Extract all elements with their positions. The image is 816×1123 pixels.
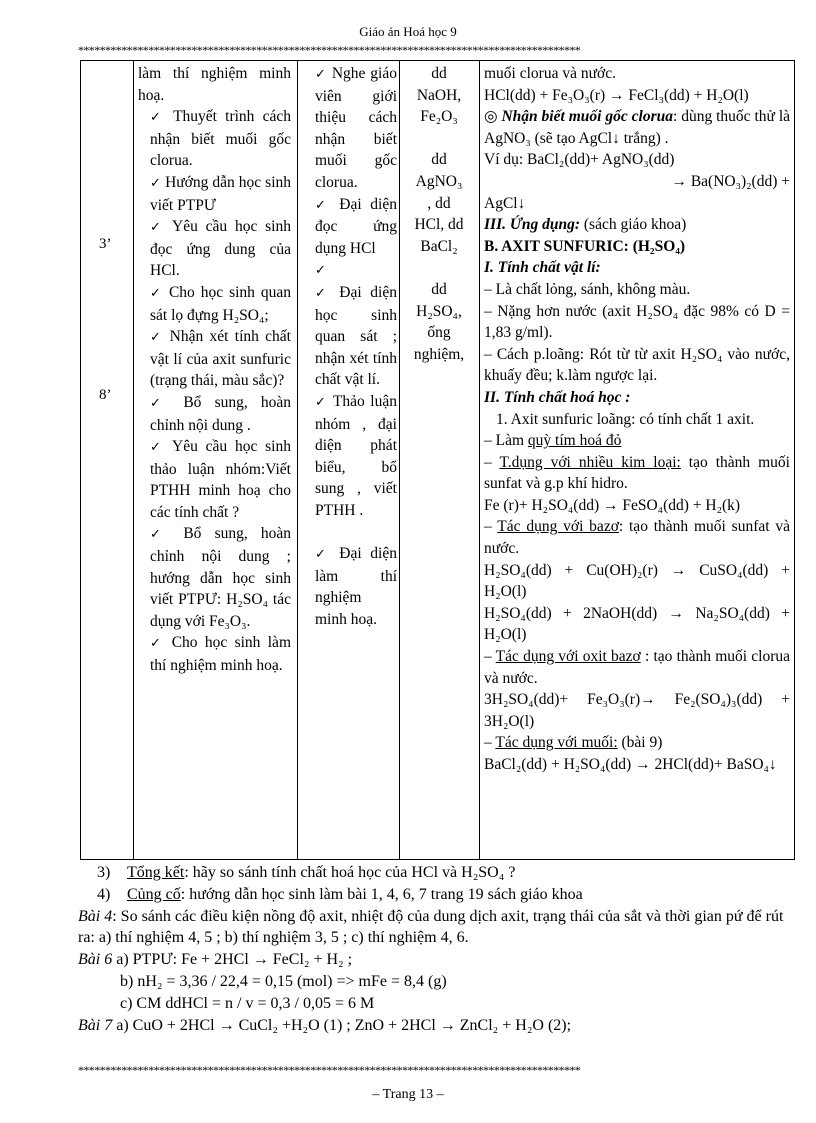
exercise-7: Bài 7 a) CuO + 2HCl → CuCl₂ +H₂O (1) ; ZnO + 2HCl → ZnCl₂ + H₂O (2); (78, 1016, 572, 1034)
equipment-item: NaOH, (416, 86, 462, 104)
checkmark-icon: ✓ (315, 263, 326, 279)
equipment-item: Fe₂O₃ (420, 108, 458, 126)
checkmark-icon: ✓ (150, 636, 165, 652)
equation: Ví dụ: BaCl₂(dd)+ AgNO₃(dd) (484, 151, 675, 169)
equation: BaCl₂(dd) + H₂SO₄(dd) → 2HCl(dd)+ BaSO₄↓ (484, 756, 777, 773)
teacher-activity: ✓ Cho học sinh quan sát lọ đựng H₂SO₄; (150, 283, 292, 324)
checkmark-icon: ✓ (315, 197, 331, 213)
section-heading: III. Ứng dụng: (sách giáo khoa) (484, 216, 687, 234)
lesson-summary (78, 862, 790, 1036)
top-separator: ********************************************************************************************* (78, 44, 581, 56)
column-divider (297, 61, 298, 859)
content-line: – Tác dụng với bazơ: tạo thành muối sunfat và nước. (484, 518, 790, 558)
exercise-4: Bài 4: So sánh các điều kiện nồng độ axit, nhiệt độ của dung dịch axit, trạng thái của sắt và thời gian pứ để rút ra: a) thí nghiệm 4, 5 ; b) thí nghiệm 3, 5 ; c) thí nghiệm 4, 6. (78, 907, 784, 947)
exercise-6: Bài 6 a) PTPƯ: Fe + 2HCl → FeCl₂ + H₂ ; (78, 951, 353, 969)
equipment-list (402, 63, 476, 365)
column-divider (399, 61, 400, 859)
teacher-activity: làm thí nghiệm minh hoạ. (138, 65, 291, 104)
content-line: 1. Axit sunfuric loãng: có tính chất 1 axit. (496, 410, 755, 428)
checkmark-icon: ✓ (315, 547, 331, 563)
equation: → Ba(NO₃)₂(dd) + (671, 172, 790, 190)
checkmark-icon: ✓ (150, 440, 165, 456)
equipment-item: HCl, dd (414, 216, 464, 234)
checkmark-icon: ✓ (150, 527, 171, 543)
equation: AgCl↓ (484, 194, 526, 212)
student-activity: ✓ Đại diện học sinh quan sát ; nhận xét tính chất vật lí. (315, 283, 397, 389)
lesson-content (484, 63, 790, 776)
checkmark-icon: ✓ (150, 330, 164, 346)
equipment-item: dd (431, 65, 447, 82)
page-number: – Trang 13 – (372, 1087, 444, 1102)
column-divider (133, 61, 134, 859)
exercise-6-part-c: c) CM ddHCl = n / v = 0,3 / 0,05 = 6 M (120, 994, 375, 1012)
consolidation-item: 4) Củng cố: hướng dẫn học sinh làm bài 1, 4, 6, 7 trang 19 sách giáo khoa (97, 885, 583, 903)
checkmark-icon: ✓ (315, 285, 331, 301)
checkmark-icon: ✓ (150, 110, 166, 126)
section-heading: B. AXIT SUNFURIC: (H₂SO₄) (484, 237, 686, 255)
content-line: – Làm quỳ tím hoá đỏ (484, 432, 622, 450)
equipment-item: BaCl₂ (420, 237, 458, 255)
time-cell: 3’ (99, 236, 112, 252)
checkmark-icon: ✓ (150, 395, 171, 411)
equipment-item: H₂SO₄, (416, 302, 462, 320)
checkmark-icon: ✓ (315, 67, 327, 82)
equation: H₂SO₄(dd) + 2NaOH(dd) → Na₂SO₄(dd) + H₂O(l) (484, 604, 790, 644)
equipment-item: dd (431, 151, 447, 169)
section-heading: II. Tính chất hoá học : (484, 388, 631, 406)
checkmark-icon: ✓ (150, 220, 165, 236)
student-activity: ✓ Đại diện đọc ứng dụng HCl (315, 195, 397, 257)
bottom-separator: ********************************************************************************************* (78, 1064, 581, 1076)
column-divider (479, 61, 480, 859)
content-line: – Là chất lỏng, sánh, không màu. (484, 280, 691, 298)
equation: HCl(dd) + Fe₃O₃(r) → FeCl₃(dd) + H₂O(l) (484, 86, 749, 104)
equipment-item: , dd (427, 194, 451, 212)
checkmark-icon: ✓ (315, 394, 328, 410)
checkmark-icon: ✓ (150, 175, 162, 191)
equation: 3H₂SO₄(dd)+ Fe₃O₃(r)→ Fe₂(SO₄)₃(dd) + 3H₂O(l) (484, 691, 790, 730)
teacher-activity: ✓ Bổ sung, hoàn chỉnh nội dung ; hướng dẫn học sinh viết PTPƯ: H₂SO₄ tác dụng với Fe₃O₃. (150, 525, 291, 630)
equipment-item: ống (427, 324, 451, 342)
teacher-activity: ✓ Bổ sung, hoàn chỉnh nội dung . (150, 393, 291, 434)
content-line: ◎ Nhận biết muối gốc clorua: dùng thuốc thử là AgNO₃ (sẽ tạo AgCl↓ trắng) . (484, 108, 791, 147)
equipment-item: nghiệm, (413, 345, 465, 363)
lesson-table (80, 60, 795, 860)
student-activity: ✓ Đại diện làm thí nghiệm minh hoạ. (315, 545, 397, 628)
teacher-activity: ✓ Yêu cầu học sinh đọc ứng dung của HCl. (150, 218, 291, 280)
content-line: – Nặng hơn nước (axit H₂SO₄ đặc 98% có D = 1,83 g/ml). (484, 302, 790, 342)
equation: H₂SO₄(dd) + Cu(OH)₂(r) → CuSO₄(dd) + H₂O(l) (484, 561, 790, 601)
checkmark-icon: ✓ (150, 285, 163, 301)
teacher-activity: ✓ Thuyết trình cách nhận biết muối gốc clorua. (150, 108, 291, 170)
section-heading: I. Tính chất vật lí: (484, 259, 601, 277)
content-line: muối clorua và nước. (484, 65, 616, 82)
content-line: – T.dụng với nhiều kim loại: tạo thành muối sunfat và g.p khí hidro. (484, 453, 790, 493)
equipment-item: dd (431, 280, 447, 298)
student-activity: ✓ Nghe giáo viên giới thiệu cách nhận biết muối gốc clorua. (315, 65, 397, 191)
student-activity: ✓ Thảo luận nhóm , đại diện phát biểu, bổ sung , viết PTHH . (315, 392, 397, 519)
teacher-activity: ✓ Hướng dẫn học sinh viết PTPƯ (150, 173, 291, 214)
teacher-activity: ✓ Yêu cầu học sinh thảo luận nhóm:Viết PTHH minh hoạ cho các tính chất ? (150, 438, 291, 521)
content-line: – Tác dụng với muối: (bài 9) (484, 734, 663, 752)
time-cell: 8’ (99, 387, 112, 403)
summary-item: 3) Tổng kết: hãy so sánh tính chất hoá học của HCl và H₂SO₄ ? (97, 864, 516, 881)
page-header: Giáo án Hoá học 9 (359, 24, 457, 39)
equipment-item: AgNO₃ (415, 172, 463, 190)
student-activities (303, 63, 397, 630)
content-line: – Tác dụng với oxit bazơ : tạo thành muối clorua và nước. (484, 648, 790, 687)
teacher-activity: ✓ Cho học sinh làm thí nghiệm minh hoạ. (150, 634, 291, 675)
equation: Fe (r)+ H₂SO₄(dd) → FeSO₄(dd) + H₂(k) (484, 496, 741, 514)
teacher-activities (138, 63, 291, 677)
exercise-6-part-b: b) nH₂ = 3,36 / 22,4 = 0,15 (mol) => mFe = 8,4 (g) (120, 972, 447, 990)
teacher-activity: ✓ Nhận xét tính chất vật lí của axit sunfuric (trạng thái, màu sắc)? (150, 328, 291, 390)
content-line: – Cách p.loãng: Rót từ từ axit H₂SO₄ vào nước, khuấy đều; k.làm ngược lại. (484, 345, 790, 385)
student-activity (303, 259, 397, 282)
